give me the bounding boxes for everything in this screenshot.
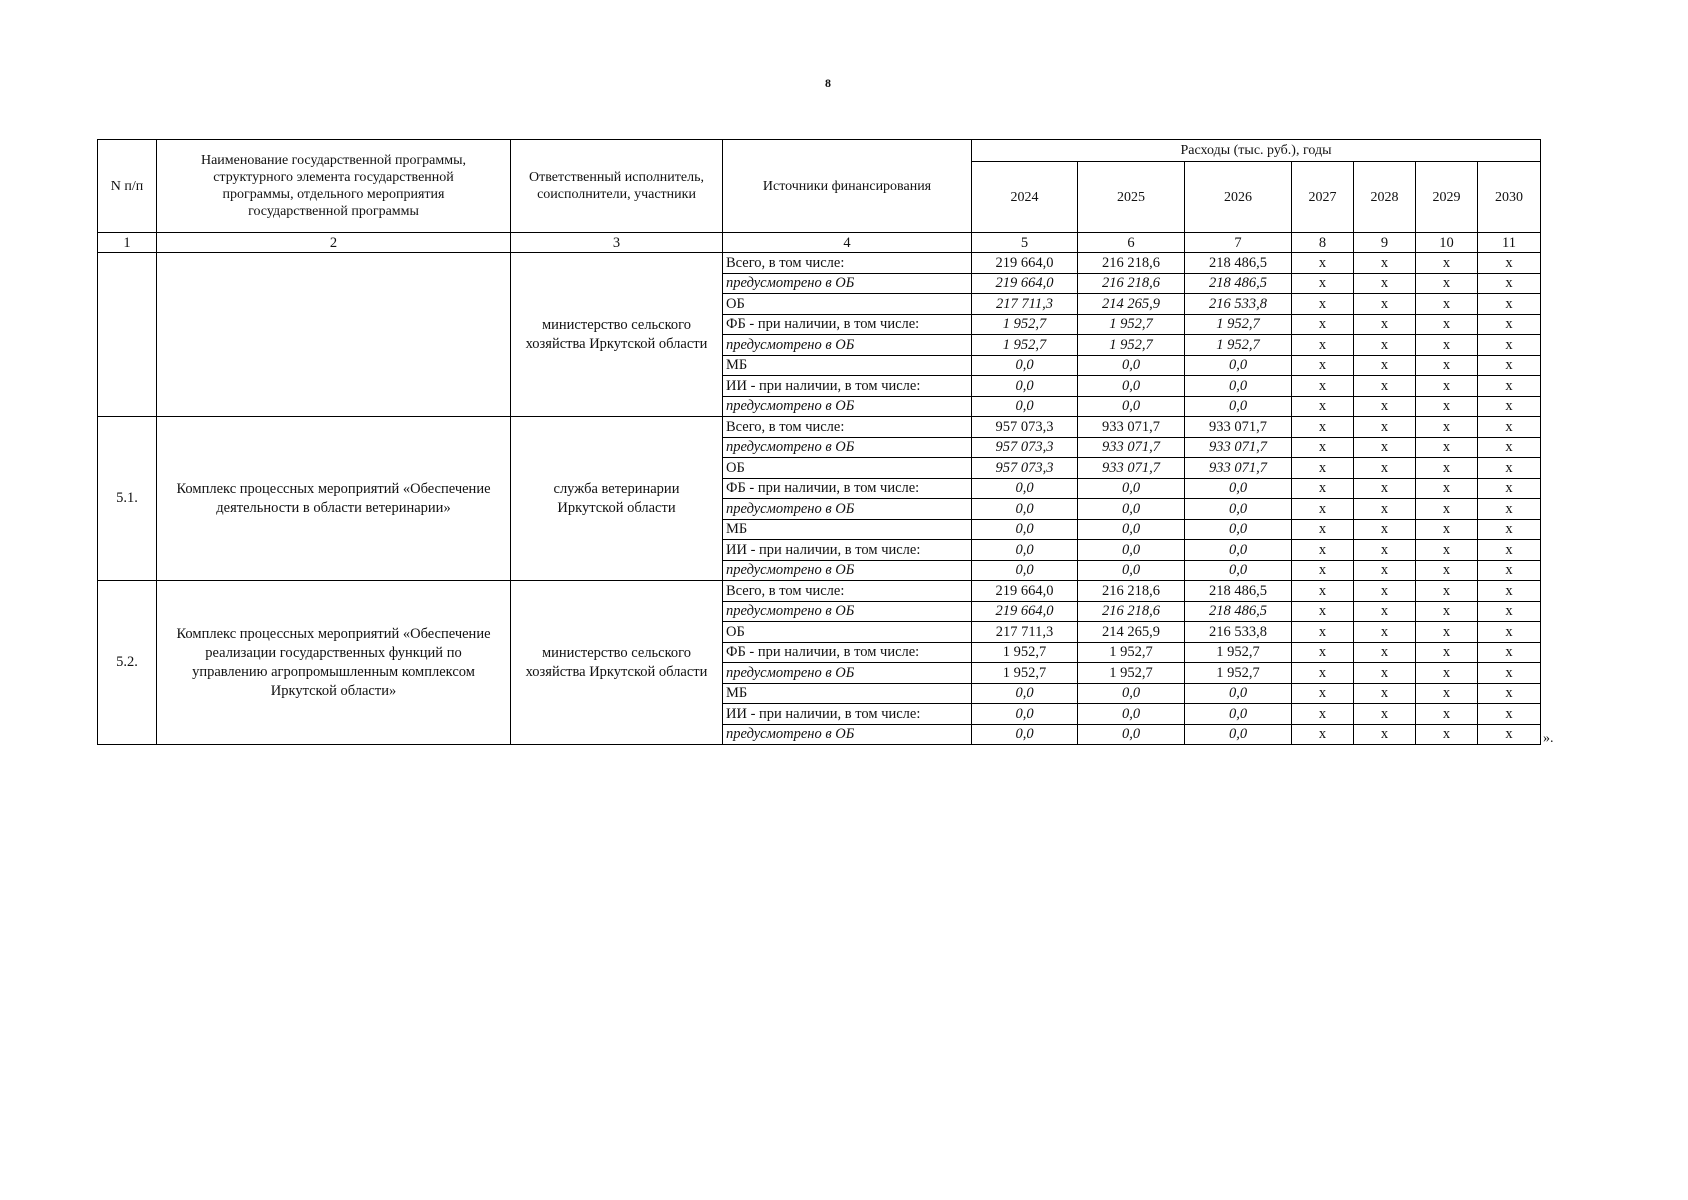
expense-value: 0,0 <box>972 499 1078 520</box>
funding-source-label: предусмотрено в ОБ <box>723 663 972 684</box>
funding-source-label: предусмотрено в ОБ <box>723 601 972 622</box>
not-applicable-mark: х <box>1354 581 1416 602</box>
not-applicable-mark: х <box>1416 499 1478 520</box>
not-applicable-mark: х <box>1292 273 1354 294</box>
not-applicable-mark: х <box>1416 724 1478 745</box>
not-applicable-mark: х <box>1292 458 1354 479</box>
column-number: 4 <box>723 233 972 253</box>
not-applicable-mark: х <box>1354 335 1416 356</box>
header-responsible: Ответственный исполнитель, соисполнители, участники <box>511 140 723 233</box>
not-applicable-mark: х <box>1416 335 1478 356</box>
expense-value: 216 218,6 <box>1078 273 1185 294</box>
expense-value: 0,0 <box>1078 683 1185 704</box>
expense-value: 0,0 <box>1185 540 1292 561</box>
not-applicable-mark: х <box>1354 642 1416 663</box>
expense-value: 0,0 <box>972 540 1078 561</box>
funding-source-label: предусмотрено в ОБ <box>723 499 972 520</box>
header-sources: Источники финансирования <box>723 140 972 233</box>
program-element-name <box>157 253 511 417</box>
expense-value: 0,0 <box>972 519 1078 540</box>
funding-source-label: Всего, в том числе: <box>723 581 972 602</box>
expense-value: 1 952,7 <box>972 663 1078 684</box>
item-number: 5.2. <box>98 581 157 745</box>
not-applicable-mark: х <box>1478 376 1541 397</box>
not-applicable-mark: х <box>1292 355 1354 376</box>
not-applicable-mark: х <box>1416 560 1478 581</box>
funding-source-label: ОБ <box>723 458 972 479</box>
not-applicable-mark: х <box>1354 273 1416 294</box>
expense-value: 219 664,0 <box>972 273 1078 294</box>
program-element-name: Комплекс процессных мероприятий «Обеспечение реализации государственных функций по управлению агропромышленным комплексом Иркутской области» <box>157 581 511 745</box>
column-number: 3 <box>511 233 723 253</box>
not-applicable-mark: х <box>1354 560 1416 581</box>
column-number: 2 <box>157 233 511 253</box>
table-row <box>98 253 1541 274</box>
expense-value: 1 952,7 <box>1078 335 1185 356</box>
expense-value: 218 486,5 <box>1185 601 1292 622</box>
expense-value: 214 265,9 <box>1078 294 1185 315</box>
not-applicable-mark: х <box>1416 519 1478 540</box>
not-applicable-mark: х <box>1292 683 1354 704</box>
expense-value: 0,0 <box>972 724 1078 745</box>
not-applicable-mark: х <box>1416 642 1478 663</box>
expense-value: 0,0 <box>1078 499 1185 520</box>
header-year: 2024 <box>972 162 1078 233</box>
expense-value: 0,0 <box>1185 376 1292 397</box>
expense-value: 933 071,7 <box>1078 417 1185 438</box>
header-year: 2030 <box>1478 162 1541 233</box>
not-applicable-mark: х <box>1292 540 1354 561</box>
expense-value: 0,0 <box>1078 376 1185 397</box>
expense-value: 0,0 <box>1185 499 1292 520</box>
not-applicable-mark: х <box>1478 642 1541 663</box>
funding-source-label: ОБ <box>723 294 972 315</box>
responsible-executor: министерство сельского хозяйства Иркутской области <box>511 253 723 417</box>
not-applicable-mark: х <box>1354 622 1416 643</box>
expense-value: 1 952,7 <box>1078 314 1185 335</box>
not-applicable-mark: х <box>1416 355 1478 376</box>
not-applicable-mark: х <box>1354 355 1416 376</box>
table-row <box>98 417 1541 438</box>
not-applicable-mark: х <box>1292 519 1354 540</box>
not-applicable-mark: х <box>1416 294 1478 315</box>
header-year: 2029 <box>1416 162 1478 233</box>
expense-value: 0,0 <box>1078 355 1185 376</box>
not-applicable-mark: х <box>1354 704 1416 725</box>
not-applicable-mark: х <box>1292 560 1354 581</box>
not-applicable-mark: х <box>1292 376 1354 397</box>
expense-value: 933 071,7 <box>1185 417 1292 438</box>
table-row <box>98 581 1541 602</box>
header-year: 2027 <box>1292 162 1354 233</box>
column-number: 5 <box>972 233 1078 253</box>
not-applicable-mark: х <box>1292 335 1354 356</box>
expense-value: 933 071,7 <box>1078 437 1185 458</box>
expense-value: 218 486,5 <box>1185 253 1292 274</box>
not-applicable-mark: х <box>1292 642 1354 663</box>
not-applicable-mark: х <box>1416 663 1478 684</box>
not-applicable-mark: х <box>1354 417 1416 438</box>
funding-source-label: ИИ - при наличии, в том числе: <box>723 376 972 397</box>
not-applicable-mark: х <box>1354 437 1416 458</box>
expense-value: 0,0 <box>972 683 1078 704</box>
not-applicable-mark: х <box>1478 335 1541 356</box>
table-header <box>98 140 1541 253</box>
expense-value: 0,0 <box>972 355 1078 376</box>
not-applicable-mark: х <box>1478 724 1541 745</box>
not-applicable-mark: х <box>1354 314 1416 335</box>
funding-source-label: ИИ - при наличии, в том числе: <box>723 540 972 561</box>
item-number <box>98 253 157 417</box>
not-applicable-mark: х <box>1416 540 1478 561</box>
not-applicable-mark: х <box>1478 622 1541 643</box>
funding-source-label: предусмотрено в ОБ <box>723 335 972 356</box>
column-number: 10 <box>1416 233 1478 253</box>
not-applicable-mark: х <box>1416 396 1478 417</box>
not-applicable-mark: х <box>1478 478 1541 499</box>
not-applicable-mark: х <box>1416 683 1478 704</box>
expense-value: 1 952,7 <box>972 314 1078 335</box>
expense-value: 219 664,0 <box>972 601 1078 622</box>
expense-value: 0,0 <box>1185 519 1292 540</box>
funding-source-label: ОБ <box>723 622 972 643</box>
funding-source-label: Всего, в том числе: <box>723 253 972 274</box>
not-applicable-mark: х <box>1478 417 1541 438</box>
not-applicable-mark: х <box>1292 437 1354 458</box>
header-year: 2025 <box>1078 162 1185 233</box>
header-year: 2026 <box>1185 162 1292 233</box>
expense-value: 0,0 <box>1185 355 1292 376</box>
expense-value: 0,0 <box>1078 560 1185 581</box>
expense-value: 0,0 <box>1078 724 1185 745</box>
expense-value: 0,0 <box>972 396 1078 417</box>
header-year: 2028 <box>1354 162 1416 233</box>
not-applicable-mark: х <box>1478 314 1541 335</box>
not-applicable-mark: х <box>1416 581 1478 602</box>
column-number: 8 <box>1292 233 1354 253</box>
not-applicable-mark: х <box>1354 540 1416 561</box>
expense-value: 0,0 <box>1185 478 1292 499</box>
responsible-executor: служба ветеринарии Иркутской области <box>511 417 723 581</box>
not-applicable-mark: х <box>1416 622 1478 643</box>
column-number: 11 <box>1478 233 1541 253</box>
expense-value: 0,0 <box>1078 396 1185 417</box>
expense-value: 1 952,7 <box>1185 642 1292 663</box>
not-applicable-mark: х <box>1354 724 1416 745</box>
funding-source-label: ФБ - при наличии, в том числе: <box>723 642 972 663</box>
not-applicable-mark: х <box>1478 253 1541 274</box>
program-element-name: Комплекс процессных мероприятий «Обеспечение деятельности в области ветеринарии» <box>157 417 511 581</box>
not-applicable-mark: х <box>1416 478 1478 499</box>
not-applicable-mark: х <box>1292 663 1354 684</box>
not-applicable-mark: х <box>1478 437 1541 458</box>
not-applicable-mark: х <box>1292 622 1354 643</box>
expense-value: 957 073,3 <box>972 458 1078 479</box>
not-applicable-mark: х <box>1354 601 1416 622</box>
expense-value: 957 073,3 <box>972 437 1078 458</box>
not-applicable-mark: х <box>1416 417 1478 438</box>
funding-source-label: МБ <box>723 519 972 540</box>
funding-source-label: ФБ - при наличии, в том числе: <box>723 478 972 499</box>
not-applicable-mark: х <box>1292 704 1354 725</box>
expense-value: 0,0 <box>972 376 1078 397</box>
responsible-executor: министерство сельского хозяйства Иркутской области <box>511 581 723 745</box>
expense-value: 216 218,6 <box>1078 581 1185 602</box>
column-number: 1 <box>98 233 157 253</box>
header-program-name: Наименование государственной программы, структурного элемента государственной программы, отдельного мероприятия государственной программы <box>157 140 511 233</box>
closing-quote-mark: ». <box>1543 731 1554 746</box>
not-applicable-mark: х <box>1354 396 1416 417</box>
expense-value: 0,0 <box>972 560 1078 581</box>
item-number: 5.1. <box>98 417 157 581</box>
not-applicable-mark: х <box>1478 519 1541 540</box>
not-applicable-mark: х <box>1416 458 1478 479</box>
not-applicable-mark: х <box>1478 396 1541 417</box>
expense-value: 1 952,7 <box>1185 663 1292 684</box>
not-applicable-mark: х <box>1292 253 1354 274</box>
not-applicable-mark: х <box>1292 314 1354 335</box>
expense-value: 1 952,7 <box>1078 642 1185 663</box>
table-body <box>98 253 1541 745</box>
column-numbers-row <box>98 233 1541 253</box>
expense-value: 216 533,8 <box>1185 294 1292 315</box>
not-applicable-mark: х <box>1354 499 1416 520</box>
expense-value: 0,0 <box>972 704 1078 725</box>
expense-value: 218 486,5 <box>1185 273 1292 294</box>
header-number: N п/п <box>98 140 157 233</box>
header-row <box>98 140 1541 162</box>
not-applicable-mark: х <box>1354 478 1416 499</box>
funding-source-label: предусмотрено в ОБ <box>723 396 972 417</box>
not-applicable-mark: х <box>1416 376 1478 397</box>
not-applicable-mark: х <box>1478 663 1541 684</box>
expense-value: 1 952,7 <box>972 642 1078 663</box>
not-applicable-mark: х <box>1478 704 1541 725</box>
funding-source-label: предусмотрено в ОБ <box>723 560 972 581</box>
column-number: 7 <box>1185 233 1292 253</box>
not-applicable-mark: х <box>1292 294 1354 315</box>
funding-source-label: МБ <box>723 355 972 376</box>
expense-value: 216 218,6 <box>1078 253 1185 274</box>
expense-value: 217 711,3 <box>972 294 1078 315</box>
expense-value: 217 711,3 <box>972 622 1078 643</box>
not-applicable-mark: х <box>1416 273 1478 294</box>
not-applicable-mark: х <box>1354 253 1416 274</box>
funding-source-label: предусмотрено в ОБ <box>723 273 972 294</box>
expense-value: 0,0 <box>1185 560 1292 581</box>
not-applicable-mark: х <box>1292 724 1354 745</box>
expense-value: 957 073,3 <box>972 417 1078 438</box>
page-number: 8 <box>825 76 831 90</box>
expense-value: 1 952,7 <box>1078 663 1185 684</box>
header-expenses: Расходы (тыс. руб.), годы <box>972 140 1541 162</box>
not-applicable-mark: х <box>1478 683 1541 704</box>
expense-value: 1 952,7 <box>972 335 1078 356</box>
funding-source-label: ФБ - при наличии, в том числе: <box>723 314 972 335</box>
expense-value: 0,0 <box>972 478 1078 499</box>
not-applicable-mark: х <box>1478 560 1541 581</box>
not-applicable-mark: х <box>1292 478 1354 499</box>
expense-value: 216 218,6 <box>1078 601 1185 622</box>
not-applicable-mark: х <box>1354 376 1416 397</box>
funding-source-label: предусмотрено в ОБ <box>723 724 972 745</box>
column-number: 9 <box>1354 233 1416 253</box>
expense-value: 933 071,7 <box>1185 458 1292 479</box>
not-applicable-mark: х <box>1478 581 1541 602</box>
not-applicable-mark: х <box>1292 417 1354 438</box>
financing-table <box>97 139 1541 745</box>
not-applicable-mark: х <box>1478 499 1541 520</box>
expense-value: 219 664,0 <box>972 253 1078 274</box>
expense-value: 0,0 <box>1078 540 1185 561</box>
not-applicable-mark: х <box>1478 458 1541 479</box>
expense-value: 0,0 <box>1078 478 1185 499</box>
expense-value: 0,0 <box>1078 704 1185 725</box>
expense-value: 0,0 <box>1078 519 1185 540</box>
expense-value: 0,0 <box>1185 396 1292 417</box>
expense-value: 1 952,7 <box>1185 314 1292 335</box>
not-applicable-mark: х <box>1416 704 1478 725</box>
not-applicable-mark: х <box>1478 355 1541 376</box>
expense-value: 1 952,7 <box>1185 335 1292 356</box>
not-applicable-mark: х <box>1354 683 1416 704</box>
not-applicable-mark: х <box>1354 663 1416 684</box>
not-applicable-mark: х <box>1354 519 1416 540</box>
expense-value: 933 071,7 <box>1078 458 1185 479</box>
expense-value: 933 071,7 <box>1185 437 1292 458</box>
not-applicable-mark: х <box>1354 458 1416 479</box>
not-applicable-mark: х <box>1416 253 1478 274</box>
not-applicable-mark: х <box>1292 581 1354 602</box>
funding-source-label: Всего, в том числе: <box>723 417 972 438</box>
expense-value: 219 664,0 <box>972 581 1078 602</box>
not-applicable-mark: х <box>1292 601 1354 622</box>
not-applicable-mark: х <box>1354 294 1416 315</box>
not-applicable-mark: х <box>1416 314 1478 335</box>
not-applicable-mark: х <box>1478 601 1541 622</box>
funding-source-label: предусмотрено в ОБ <box>723 437 972 458</box>
not-applicable-mark: х <box>1478 273 1541 294</box>
not-applicable-mark: х <box>1292 396 1354 417</box>
expense-value: 0,0 <box>1185 724 1292 745</box>
not-applicable-mark: х <box>1478 540 1541 561</box>
column-number: 6 <box>1078 233 1185 253</box>
not-applicable-mark: х <box>1416 437 1478 458</box>
funding-source-label: ИИ - при наличии, в том числе: <box>723 704 972 725</box>
expense-value: 218 486,5 <box>1185 581 1292 602</box>
not-applicable-mark: х <box>1478 294 1541 315</box>
expense-value: 0,0 <box>1185 704 1292 725</box>
expense-value: 216 533,8 <box>1185 622 1292 643</box>
expense-value: 214 265,9 <box>1078 622 1185 643</box>
not-applicable-mark: х <box>1416 601 1478 622</box>
not-applicable-mark: х <box>1292 499 1354 520</box>
expense-value: 0,0 <box>1185 683 1292 704</box>
funding-source-label: МБ <box>723 683 972 704</box>
